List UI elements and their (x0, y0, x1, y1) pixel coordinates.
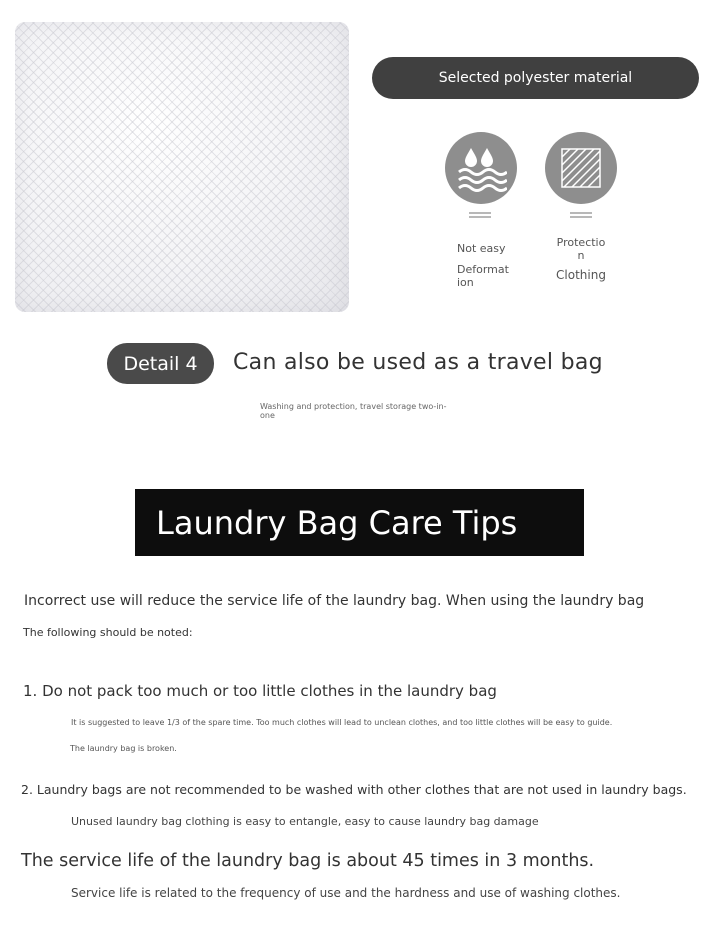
feature-line: Clothing (556, 268, 606, 282)
material-label: Selected polyester material (438, 70, 633, 86)
divider-line (469, 212, 491, 214)
tips-intro: Incorrect use will reduce the service life of the laundry bag. When using the laundry bag (24, 593, 645, 609)
water-waves-icon (455, 142, 507, 194)
tip-3-detail: Service life is related to the frequency of use and the hardness and use of washing clothes. (71, 886, 621, 900)
tip-3-heading: The service life of the laundry bag is about 45 times in 3 months. (21, 851, 595, 871)
mesh-fabric-photo (15, 22, 349, 312)
feature-line: n (577, 249, 585, 262)
care-tips-title: Laundry Bag Care Tips (156, 503, 518, 542)
feature-text-protection (545, 236, 617, 282)
detail-badge-label: Detail 4 (123, 352, 198, 375)
tip-1-heading: 1. Do not pack too much or too little clothes in the laundry bag (23, 682, 497, 700)
tip-1-detail: It is suggested to leave 1/3 of the spare time. Too much clothes will lead to unclean clothes, and too little clothes will be easy to guide. (71, 718, 613, 727)
feature-line: Protectio (556, 236, 606, 249)
tip-2-heading: 2. Laundry bags are not recommended to be washed with other clothes that are not used in laundry bags. (21, 782, 687, 797)
feature-line: ion (457, 276, 474, 289)
tip-2-detail: Unused laundry bag clothing is easy to entangle, easy to cause laundry bag damage (71, 815, 539, 828)
water-resistant-badge (445, 132, 517, 204)
divider-line (469, 216, 491, 218)
divider-line (570, 216, 592, 218)
detail-badge (107, 343, 214, 384)
feature-text-deformation (457, 242, 509, 289)
divider-line (570, 212, 592, 214)
care-tips-banner (135, 489, 584, 556)
feature-line: Not easy (457, 242, 506, 255)
material-label-pill (372, 57, 699, 99)
detail-subtitle: Washing and protection, travel storage two-in-one (260, 402, 447, 420)
tip-1-detail-2: The laundry bag is broken. (70, 744, 177, 753)
protection-badge (545, 132, 617, 204)
diagonal-lines-icon (561, 148, 601, 188)
detail-heading: Can also be used as a travel bag (233, 350, 603, 375)
tips-intro-note: The following should be noted: (23, 626, 193, 639)
feature-line: Deformat (457, 263, 509, 276)
